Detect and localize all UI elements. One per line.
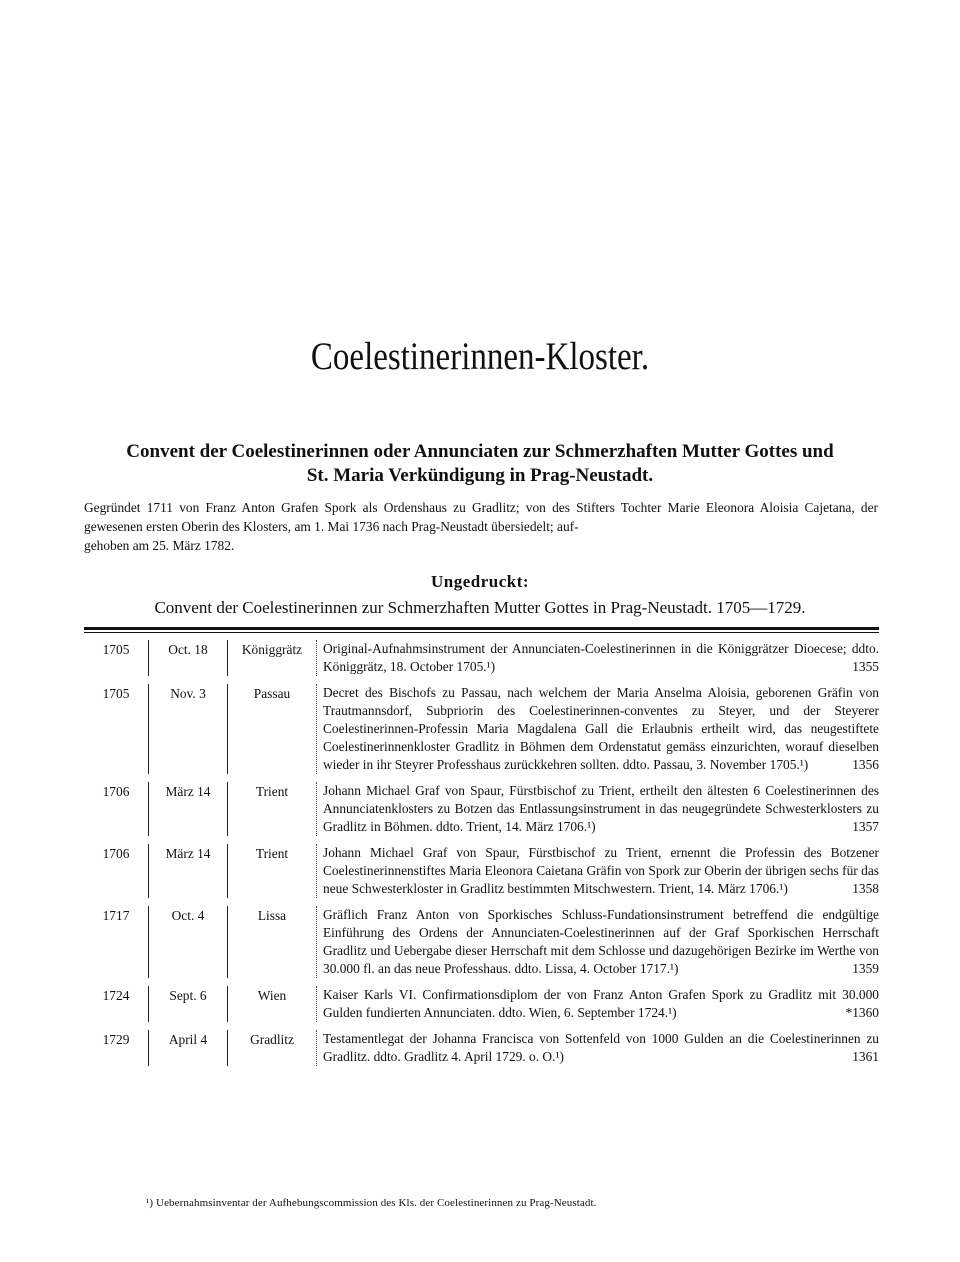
record-text-cell [316, 986, 879, 1022]
convent-heading-line-1: Convent der Coelestinerinnen oder Annunciaten zur Schmerzhaften Mutter Gottes und [126, 441, 834, 462]
record-year: 1724 [102, 988, 130, 1003]
record-year: 1705 [102, 642, 130, 657]
record-entry-1358 [84, 844, 879, 898]
record-entry-1357 [84, 782, 879, 836]
section-subtitle: Convent der Coelestinerinnen zur Schmerzhaften Mutter Gottes in Prag-Neustadt. 1705—1729. [154, 598, 806, 617]
record-number: 1355 [852, 659, 879, 674]
record-date: Oct. 4 [148, 906, 227, 978]
record-date: Nov. 3 [148, 684, 227, 774]
table-rule-thin [84, 632, 879, 633]
record-number: 1359 [852, 961, 879, 976]
convent-heading-line-2: St. Maria Verkündigung in Prag-Neustadt. [306, 465, 654, 486]
footnote [146, 1197, 596, 1209]
record-place: Trient [227, 782, 316, 836]
convent-heading [60, 440, 900, 488]
record-text-cell [316, 782, 879, 836]
record-year: 1706 [102, 846, 130, 861]
record-number: 1361 [852, 1049, 879, 1064]
record-date: März 14 [148, 844, 227, 898]
record-text: Johann Michael Graf von Spaur, Fürstbischof zu Trient, ernennt die Professin des Botzener Coelestinerinnenstiftes Maria Eleonora Caietana Gräfin von Spork zur Oberin der übrigen sechs für das neue Schwesterkloster in Gradlitz bestimmten Mitschwestern. Trient, 14. März 1706.¹) [323, 845, 879, 896]
record-place: Lissa [227, 906, 316, 978]
record-entry-1356 [84, 684, 879, 774]
record-year: 1706 [102, 784, 130, 799]
record-number: 1358 [852, 881, 879, 896]
records-table [84, 640, 879, 1074]
record-place: Wien [227, 986, 316, 1022]
record-text: Testamentlegat der Johanna Francisca von Sottenfeld von 1000 Gulden an die Coelestinerinnen zu Gradlitz. ddto. Gradlitz 4. April 1729. o. O.¹) [323, 1031, 879, 1064]
record-text: Decret des Bischofs zu Passau, nach welchem der Maria Anselma Aloisia, geborenen Gräfin von Trautmannsdorf, Subpriorin des Coelestinerinnen-conventes zu Steyer, und der Steyerer Coelestinerinnen-Professin Maria Magdalena Gall die Erlaubnis ertheilt wird, das neugestiftete Coelestinerinnenkloster Gradlitz in Böhmen dem Ordenstatut gemäss einzurichten, worauf dieselben wieder in ihr Steyrer Professhaus zurückkehren sollten. ddto. Passau, 3. November 1705.¹) [323, 685, 879, 772]
record-date: April 4 [148, 1030, 227, 1066]
record-number: 1356 [852, 757, 879, 772]
record-date: Sept. 6 [148, 986, 227, 1022]
record-number: 1357 [852, 819, 879, 834]
record-text: Gräflich Franz Anton von Sporkisches Schluss-Fundationsinstrument betreffend die endgültige Einführung des Ordens der Annunciaten-Coelestinerinnen auf der Graf Sporkischen Herrschaft Gradlitz und Uebergabe dieser Herrschaft mit dem Schlosse und dazugehörigen Bezirke im Werthe von 30.000 fl. an das neue Professhaus. ddto. Lissa, 4. October 1717.¹) [323, 907, 879, 976]
record-number: *1360 [845, 1005, 879, 1020]
record-entry-1355 [84, 640, 879, 676]
record-text-cell [316, 640, 879, 676]
record-text-cell [316, 844, 879, 898]
record-entry-1359 [84, 906, 879, 978]
page-title: Coelestinerinnen-Kloster. [310, 336, 650, 379]
footnote-mark: ¹) [146, 1197, 154, 1209]
founding-note-text: Gegründet 1711 von Franz Anton Grafen Spork als Ordenshaus zu Gradlitz; von des Stifters Tochter Marie Eleonora Aloisia Cajetana, der gewesenen ersten Oberin des Klosters, am 1. Mai 1736 nach Prag-Neustadt übersiedelt; auf- [84, 500, 878, 534]
record-year: 1729 [102, 1032, 130, 1047]
record-entry-1360 [84, 986, 879, 1022]
founding-note [84, 498, 878, 555]
record-text-cell [316, 684, 879, 774]
record-place: Königgrätz [227, 640, 316, 676]
record-text: Original-Aufnahmsinstrument der Annunciaten-Coelestinerinnen in die Königgrätzer Dioecese; ddto. Königgrätz, 18. October 1705.¹) [323, 641, 879, 674]
record-year: 1705 [102, 686, 130, 701]
record-year: 1717 [102, 908, 130, 923]
record-text: Johann Michael Graf von Spaur, Fürstbischof zu Trient, ertheilt den ältesten 6 Coelestinerinnen des Annunciatenklosters zu Botzen das Entlassungsinstrument in das neugegründete Schwesterklosters zu Gradlitz in Böhmen. ddto. Trient, 14. März 1706.¹) [323, 783, 879, 834]
record-date: Oct. 18 [148, 640, 227, 676]
record-place: Gradlitz [227, 1030, 316, 1066]
record-place: Passau [227, 684, 316, 774]
table-rule-thick [84, 627, 879, 630]
record-place: Trient [227, 844, 316, 898]
footnote-text: Uebernahmsinventar der Aufhebungscommission des Kls. der Coelestinerinnen zu Prag-Neustadt. [156, 1197, 597, 1209]
record-entry-1361 [84, 1030, 879, 1066]
record-date: März 14 [148, 782, 227, 836]
record-text-cell [316, 906, 879, 978]
founding-note-end: gehoben am 25. März 1782. [84, 538, 235, 553]
record-text-cell [316, 1030, 879, 1066]
record-text: Kaiser Karls VI. Confirmationsdiplom der von Franz Anton Grafen Spork zu Gradlitz mit 30.000 Gulden fundierten Annunciaten. ddto. Wien, 6. September 1724.¹) [323, 987, 879, 1020]
section-label: Ungedruckt: [430, 572, 530, 591]
